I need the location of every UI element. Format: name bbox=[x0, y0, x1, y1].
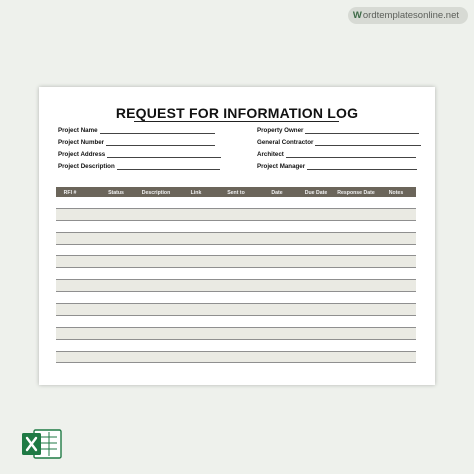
table-row bbox=[56, 197, 416, 209]
table-row bbox=[56, 352, 416, 364]
document-title: REQUEST FOR INFORMATION LOG bbox=[115, 105, 359, 121]
field-label: Architect bbox=[257, 151, 284, 158]
field-line[interactable] bbox=[305, 127, 419, 134]
table-row bbox=[56, 292, 416, 304]
table-row bbox=[56, 221, 416, 233]
field-project-name[interactable] bbox=[58, 127, 215, 134]
field-line[interactable] bbox=[117, 163, 220, 170]
field-line[interactable] bbox=[100, 127, 215, 134]
table-row bbox=[56, 233, 416, 245]
table-row bbox=[56, 280, 416, 292]
document-page bbox=[39, 87, 435, 385]
col-header: Sent to bbox=[227, 189, 245, 196]
field-label: Project Manager bbox=[257, 163, 306, 170]
col-header: Link bbox=[190, 189, 202, 196]
field-line[interactable] bbox=[106, 139, 215, 146]
table-row bbox=[56, 304, 416, 316]
field-label: Project Description bbox=[58, 163, 115, 170]
field-line[interactable] bbox=[107, 151, 221, 158]
col-header: Response Date bbox=[337, 189, 375, 196]
field-project-address[interactable] bbox=[58, 151, 221, 158]
field-label: General Contractor bbox=[257, 139, 314, 146]
table-row bbox=[56, 268, 416, 280]
col-header: Due Date bbox=[304, 189, 328, 196]
table-row bbox=[56, 256, 416, 268]
field-architect[interactable] bbox=[257, 151, 416, 158]
table-header bbox=[56, 187, 416, 197]
watermark-text: ordtemplatesonline.net bbox=[362, 10, 459, 21]
field-project-manager[interactable] bbox=[257, 163, 417, 170]
watermark bbox=[348, 7, 468, 24]
col-header: Notes bbox=[388, 189, 404, 196]
field-project-number[interactable] bbox=[58, 139, 215, 146]
col-header: Date bbox=[271, 189, 283, 196]
col-header: Description bbox=[141, 189, 171, 196]
table-body bbox=[56, 197, 416, 363]
col-header: RFI # bbox=[63, 189, 77, 196]
field-line[interactable] bbox=[286, 151, 416, 158]
watermark-logo-letter: W bbox=[352, 10, 362, 21]
field-line[interactable] bbox=[307, 163, 417, 170]
excel-file-icon bbox=[20, 427, 64, 461]
field-line[interactable] bbox=[315, 139, 421, 146]
field-project-description[interactable] bbox=[58, 163, 220, 170]
field-general-contractor[interactable] bbox=[257, 139, 421, 146]
field-label: Project Name bbox=[58, 127, 98, 134]
table-row bbox=[56, 340, 416, 352]
field-label: Project Number bbox=[58, 139, 105, 146]
table-row bbox=[56, 245, 416, 257]
table-row bbox=[56, 209, 416, 221]
col-header: Status bbox=[108, 189, 124, 196]
field-label: Property Owner bbox=[257, 127, 304, 134]
field-property-owner[interactable] bbox=[257, 127, 419, 134]
table-row bbox=[56, 328, 416, 340]
rfi-log-table bbox=[56, 187, 416, 363]
title-underline bbox=[134, 121, 339, 122]
table-row bbox=[56, 316, 416, 328]
field-label: Project Address bbox=[58, 151, 106, 158]
